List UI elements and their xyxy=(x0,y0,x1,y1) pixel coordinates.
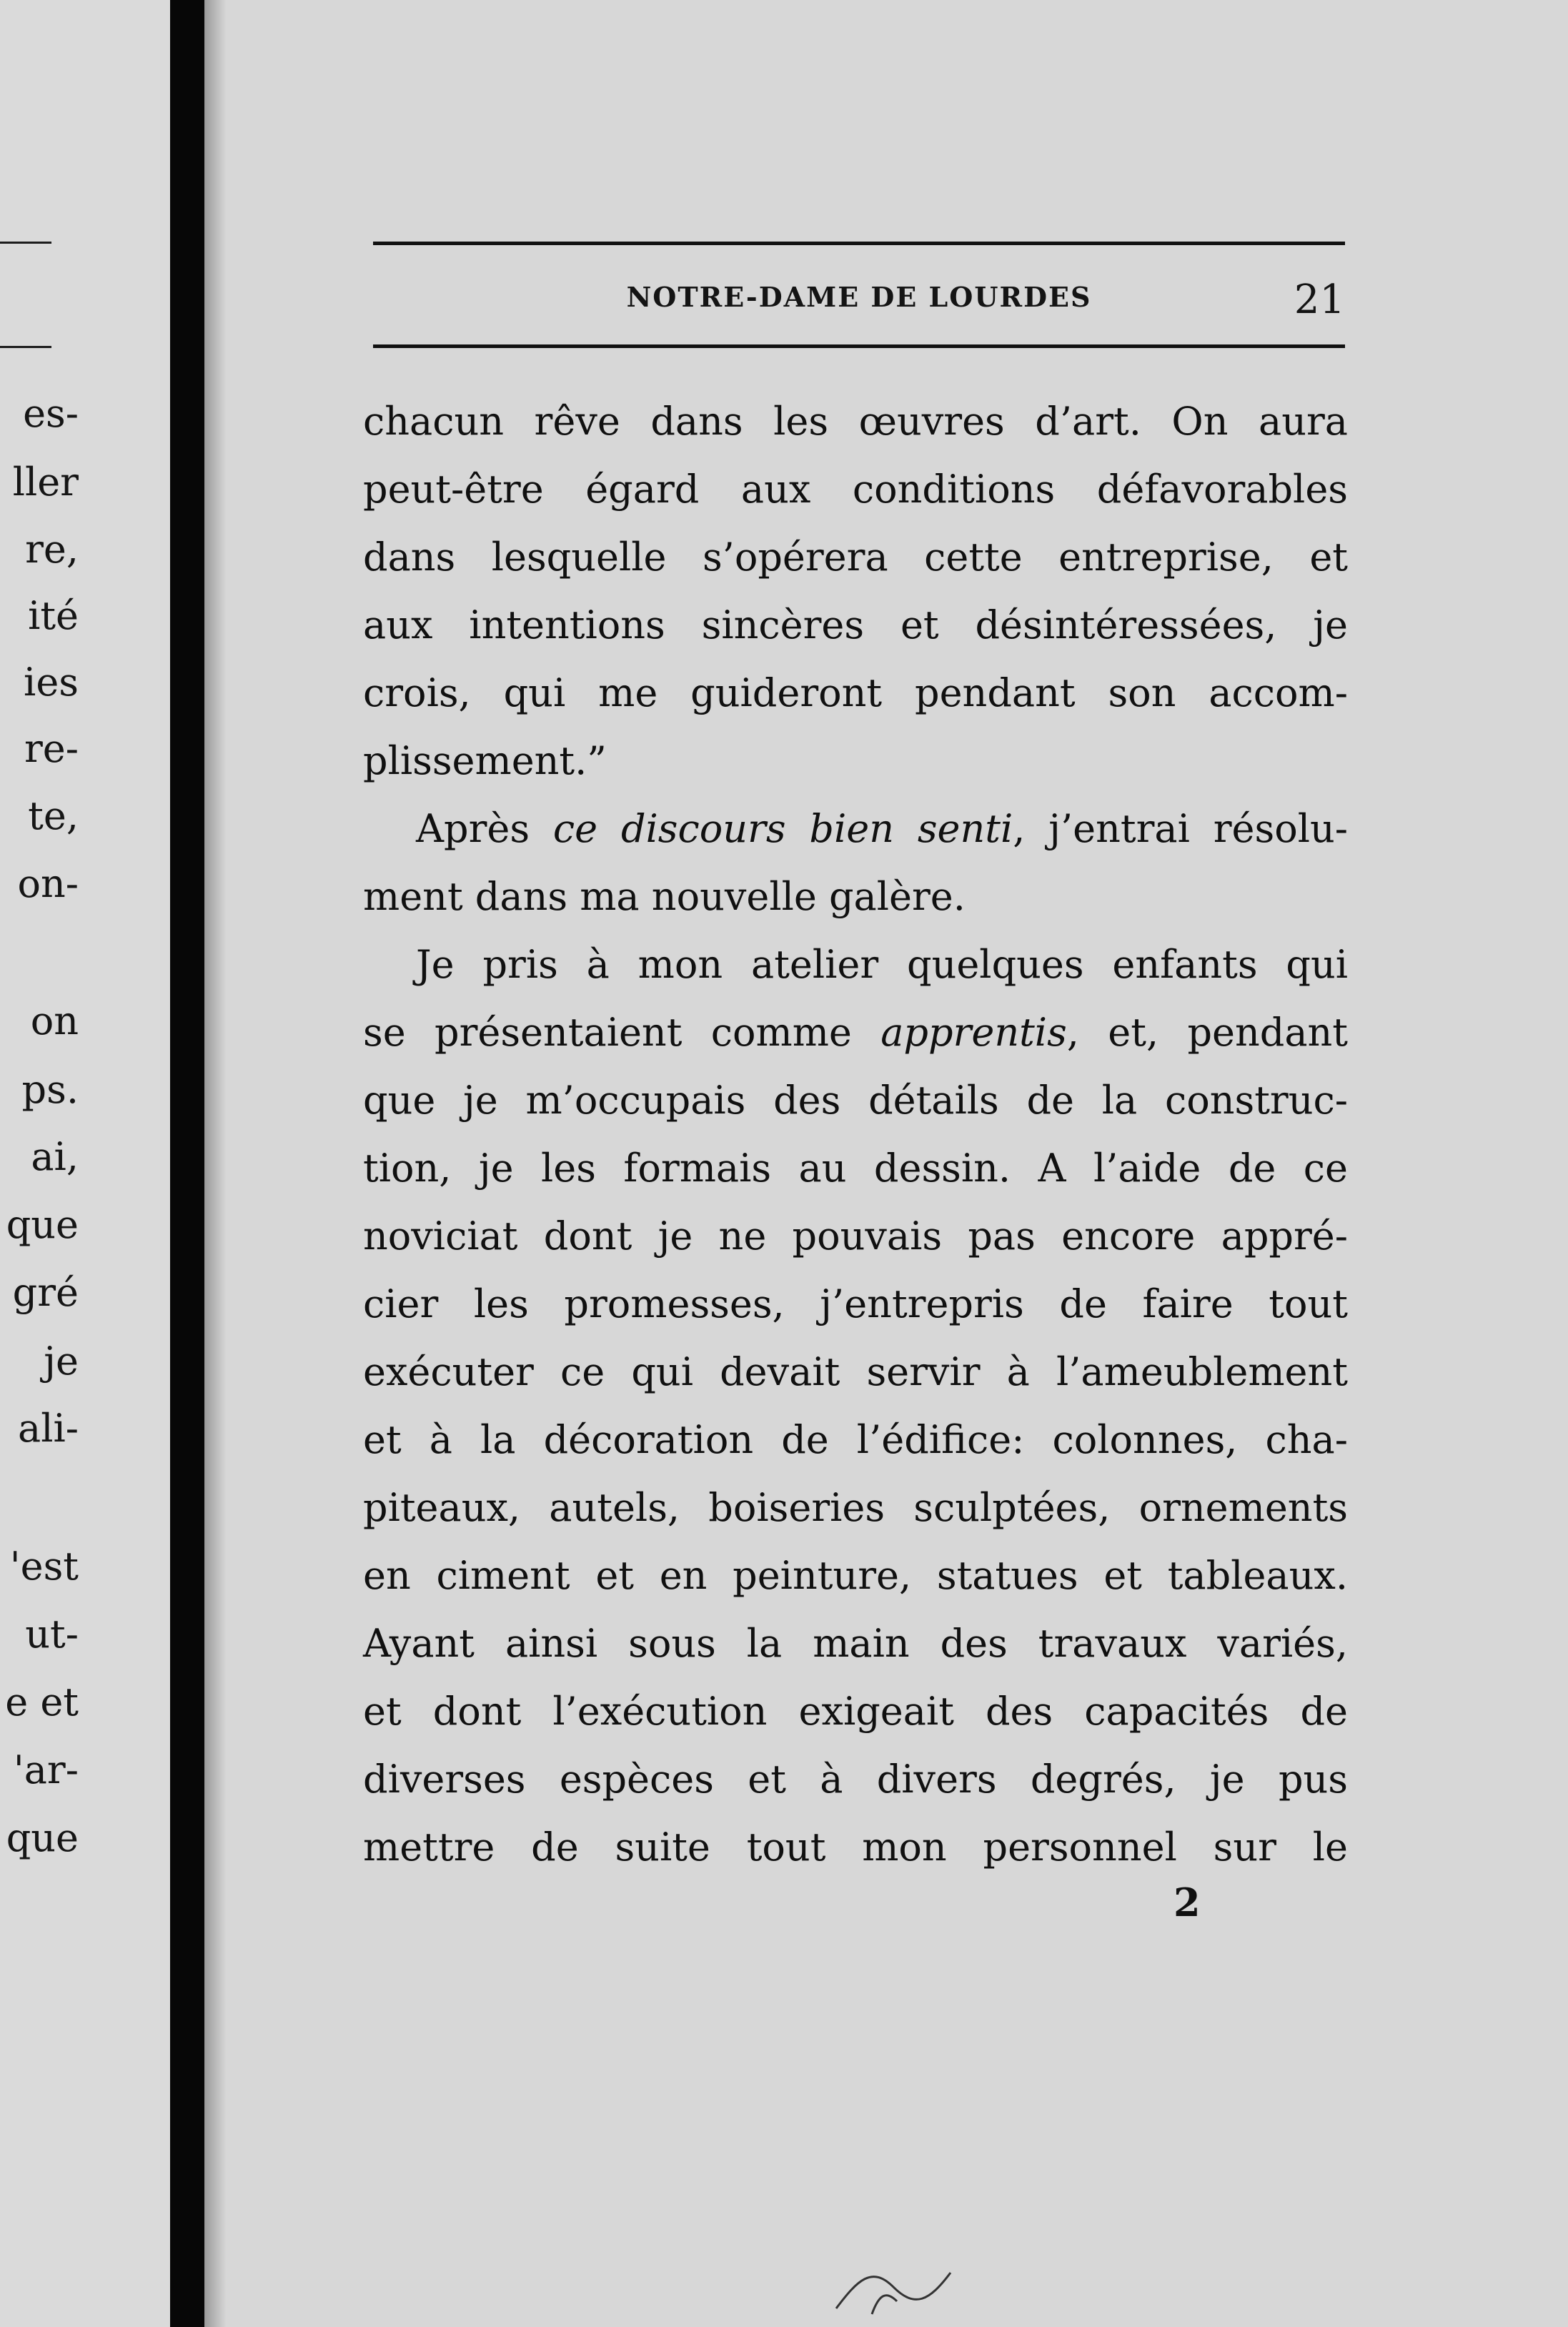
text-run: se présentaient comme xyxy=(363,1010,881,1055)
text-line xyxy=(363,1270,1348,1338)
text-line xyxy=(363,1677,1348,1745)
italic-text: apprentis xyxy=(880,1010,1067,1055)
left-page-fragment: 'est xyxy=(9,1544,79,1589)
page-number: 21 xyxy=(1294,277,1345,323)
italic-text: ce discours bien senti xyxy=(552,806,1013,851)
text-run: que je m’occupais des détails de la construc- xyxy=(363,1078,1348,1123)
left-facing-page xyxy=(0,0,172,2327)
text-run: et à la décoration de l’édifice: colonnes, cha- xyxy=(363,1417,1348,1462)
text-line xyxy=(363,591,1348,659)
text-run: Après xyxy=(416,806,553,851)
text-line xyxy=(363,1813,1348,1881)
text-run: , et, pendant xyxy=(1066,1010,1348,1055)
text-line xyxy=(363,1406,1348,1474)
text-run: Je pris à mon atelier quelques enfants qui xyxy=(416,942,1348,987)
left-page-fragment: te, xyxy=(28,793,79,838)
running-title: NOTRE-DAME DE LOURDES xyxy=(626,281,1092,313)
left-page-fragment: e et xyxy=(5,1679,79,1725)
text-run: dans lesquelle s’opérera cette entreprise, et xyxy=(363,535,1348,580)
text-line xyxy=(363,1202,1348,1270)
text-line xyxy=(363,795,1348,863)
text-line xyxy=(363,1542,1348,1609)
text-line xyxy=(363,1474,1348,1542)
text-run: aux intentions sincères et désintéressées, je xyxy=(363,602,1348,648)
text-run: , j’entrai résolu- xyxy=(1013,806,1349,851)
text-line xyxy=(363,1609,1348,1677)
left-page-fragment: on- xyxy=(17,861,79,906)
text-line xyxy=(363,387,1348,455)
left-page-fragment: que xyxy=(6,1815,79,1860)
text-run: mettre de suite tout mon personnel sur le xyxy=(363,1825,1348,1870)
left-page-fragment: re, xyxy=(25,527,79,572)
left-page-fragment: re- xyxy=(24,726,79,771)
left-page-fragment: ller xyxy=(12,460,79,505)
text-line xyxy=(363,659,1348,727)
text-line xyxy=(363,1745,1348,1813)
text-run: peut-être égard aux conditions défavorables xyxy=(363,467,1348,512)
text-line xyxy=(363,863,1348,931)
text-run: noviciat dont je ne pouvais pas encore appré- xyxy=(363,1214,1348,1259)
header-rule-top xyxy=(373,242,1345,245)
text-run: tion, je les formais au dessin. A l’aide de ce xyxy=(363,1146,1348,1191)
text-run: crois, qui me guideront pendant son accom- xyxy=(363,670,1348,715)
running-header xyxy=(373,277,1345,323)
left-page-fragment: ité xyxy=(28,593,79,638)
text-run: diverses espèces et à divers degrés, je pus xyxy=(363,1757,1348,1802)
text-run: en ciment et en peinture, statues et tableaux. xyxy=(363,1553,1348,1598)
body-text xyxy=(363,387,1348,1881)
text-run: cier les promesses, j’entrepris de faire tout xyxy=(363,1281,1348,1326)
gutter-shadow xyxy=(204,0,226,2327)
left-page-fragment: es- xyxy=(23,391,79,436)
text-run: piteaux, autels, boiseries sculptées, ornements xyxy=(363,1485,1348,1530)
text-line xyxy=(363,455,1348,523)
text-line xyxy=(363,1066,1348,1134)
left-page-rule-bottom xyxy=(0,346,51,348)
left-page-fragment: ies xyxy=(24,660,79,705)
left-page-fragment: je xyxy=(44,1339,79,1384)
signature-mark: 2 xyxy=(1173,1880,1201,1925)
text-run: ment dans ma nouvelle galère. xyxy=(363,874,966,919)
book-binding-gutter xyxy=(170,0,204,2327)
text-line xyxy=(363,523,1348,591)
text-run: chacun rêve dans les œuvres d’art. On aura xyxy=(363,399,1348,444)
scribble-mark xyxy=(829,2251,958,2316)
left-page-fragment: 'ar- xyxy=(13,1747,79,1792)
text-line xyxy=(363,931,1348,998)
left-page-fragment: gré xyxy=(12,1270,79,1315)
left-page-fragment: ps. xyxy=(21,1067,79,1112)
left-page-rule-top xyxy=(0,242,51,244)
text-line xyxy=(363,727,1348,795)
left-page-fragment: ai, xyxy=(31,1134,79,1179)
text-line xyxy=(363,998,1348,1066)
text-line xyxy=(363,1338,1348,1406)
header-rule-bottom xyxy=(373,344,1345,348)
text-run: Ayant ainsi sous la main des travaux variés, xyxy=(363,1621,1348,1666)
left-page-fragment: ali- xyxy=(18,1406,79,1451)
left-page-fragment: on xyxy=(30,998,79,1043)
text-run: exécuter ce qui devait servir à l’ameublement xyxy=(363,1349,1348,1394)
text-line xyxy=(363,1134,1348,1202)
left-page-fragment: ut- xyxy=(25,1612,79,1657)
text-run: plissement.” xyxy=(363,738,607,783)
text-run: et dont l’exécution exigeait des capacités de xyxy=(363,1689,1348,1734)
left-page-fragment: que xyxy=(6,1202,79,1247)
